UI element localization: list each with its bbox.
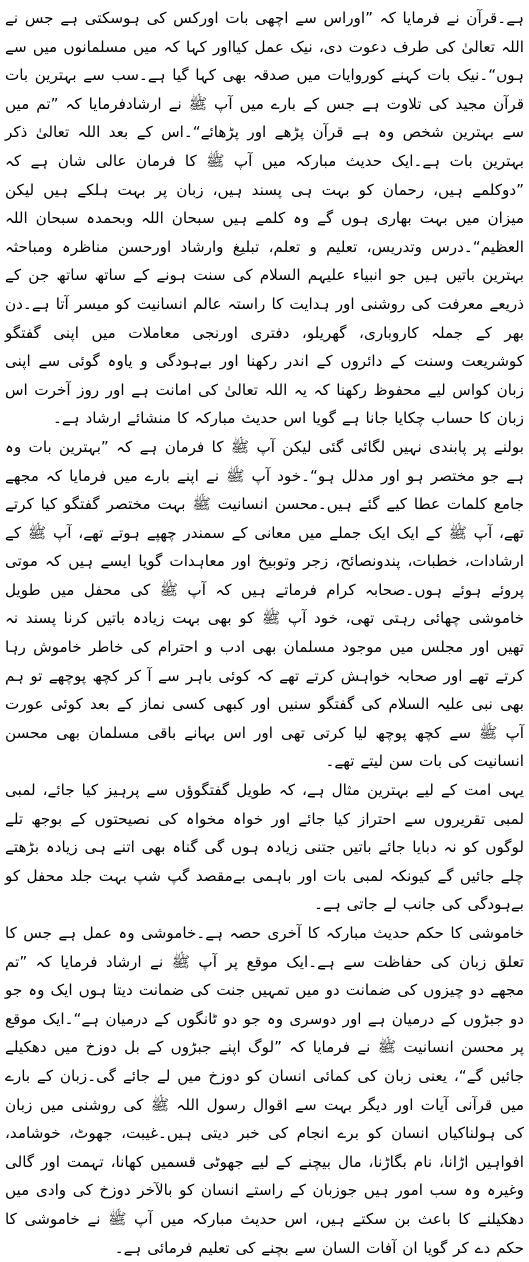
article-paragraph-3: یہی امت کے لیے بہترین مثال ہے، کہ طویل گفتگوؤں سے پرہیز کیا جائے، لمبی لمبی تقریروں سے احتراز کیا جائے اور خواہ مخواہ کی نصیحتوں کے بوجھ تلے لوگوں کو نہ دبایا جائے باتیں جتنی زیادہ ہوں گی گناہ بھی اتنے ہی زیادہ بڑھتے چلے جائیں گے کیونکہ لمبی بات اور باہمی بےمقصد گپ شپ بہت جلد محفل کو بےہودگی کی جانب لے جاتی ہے۔ xyxy=(5,781,524,914)
article-paragraph-2: بولنے پر پابندی نہیں لگائی گئی لیکن آپ ﷺ کا فرمان ہے کہ ”بہترین بات وہ ہے جو مختصر ہو اور مدلل ہو“۔خود آپ ﷺ نے اپنے بارے میں فرمایا کہ مجھے جامع کلمات عطا کیے گئے ہیں۔محسن انسانیت ﷺ بہت مختصر گفتگو کیا کرتے تھے، آپ ﷺ کے ایک ایک جملے میں معانی کے سمندر چھپے ہوتے تھے، آپ ﷺ کے ارشادات، خطبات، پندونصائح، زجر وتوبیخ اور معاہدات گویا ایسے ہیں کہ موتی پروئے ہوئے ہوں۔صحابہ کرام فرماتے ہیں کہ آپ ﷺ کی محفل میں طویل خاموشی چھائی رہتی تھی، خود آپ ﷺ کو بھی بہت زیادہ باتیں کرنا پسند نہ تھیں اور مجلس میں موجود مسلمان بھی ادب و احترام کی خاطر خاموش رہا کرتے تھے اور صحابہ خواہش کرتے تھے کہ کوئی باہر سے آ کر کچھ پوچھے تو ہم بھی نبی علیہ السلام کی گفتگو سنیں اور کبھی کسی نماز کے بعد کوئی عورت آپ ﷺ سے کچھ پوچھ لیا کرتی تھی اور اس بہانے باقی مسلمان بھی محسن انسانیت کی بات سن لیتے تھے۔ xyxy=(5,437,524,771)
article-paragraph-1: ہے۔قرآن نے فرمایا کہ ”اوراس سے اچھی بات اورکس کی ہوسکتی ہے جس نے اللہ تعالیٰ کی طرف دعوت دی، نیک عمل کیااور کہا کہ میں مسلمانوں میں سے ہوں“۔نیک بات کہنے کوروایات میں صدقہ بھی کہا گیا ہے۔سب سے بہترین بات قرآن مجید کی تلاوت ہے جس کے بارے میں آپ ﷺ نے ارشادفرمایا کہ ”تم میں سے بہترین شخص وہ ہے قرآن پڑھے اور پڑھائے“۔اس کے بعد اللہ تعالیٰ ذکر بہترین بات ہے۔ایک حدیث مبارکہ میں آپ ﷺ کا فرمان عالی شان ہے کہ ”دوکلمے ہیں، رحمان کو بہت ہی پسند ہیں، زبان پر بہت ہلکے ہیں لیکن میزان میں بہت بھاری ہوں گے وہ کلمے ہیں سبحان اللہ وبحمدہ سبحان اللہ العظیم“۔درس وتدریس، تعلیم و تعلم، تبلیغ وارشاد اورحسن مناظرہ ومباحثہ بہترین باتیں ہیں جو انبیاء علیہم السلام کی سنت ہونے کے ساتھ ساتھ جن کے ذریعے معرفت کی روشنی اور ہدایت کا راستہ عالم انسانیت کو میسر آتا ہے۔دن بھر کے جملہ کاروباری، گھریلو، دفتری اورنجی معاملات میں اپنی گفتگو کوشریعت وسنت کے دائروں کے اندر رکھنا اور بےہودگی و یاوہ گوئی سے اپنی زبان کواس لیے محفوظ رکھنا کہ یہ اللہ تعالیٰ کی امانت ہے اور روز آخرت اس زبان کا حساب چکایا جانا ہے گویا اس حدیث مبارکہ کا منشائے ارشاد ہے۔ xyxy=(5,9,524,428)
article-paragraph-4: خاموشی کا حکم حدیث مبارکہ کا آخری حصہ ہے۔خاموشی وہ عمل ہے جس کا تعلق زبان کی حفاظت سے ہے۔ایک موقع پر آپ ﷺ نے ارشاد فرمایا کہ ”تم مجھے دو چیزوں کی ضمانت دو میں تمہیں جنت کی ضمانت دیتا ہوں ایک وہ جو دو جبڑوں کے درمیان ہے اور دوسری وہ جو دو ٹانگوں کے درمیان ہے“۔ایک موقع پر محسن انسانیت ﷺ نے فرمایا کہ ”لوگ اپنے جبڑوں کے بل دوزخ میں دھکیلے جائیں گے“، یعنی زبان کی کمائی انسان کو دوزخ میں لے جائے گی۔زبان کے بارے میں قرآنی آیات اور دیگر بہت سے اقوال رسول اللہ ﷺ کی روشنی میں زبان کی ہولناکیاں انسان کو برے انجام کی خبر دیتی ہیں۔غیبت، جھوٹ، خوشامد، افواہیں اڑانا، نام بگاڑنا، مال بیچنے کے لیے جھوٹی قسمیں کھانا، تہمت اور گالی وغیرہ وہ سب امور ہیں جوزبان کے راستے انسان کو بالآخر دوزخ کی وادی میں دھکیلنے کا باعث بن سکتے ہیں، اس حدیث مبارکہ میں آپ ﷺ نے خاموشی کا حکم دے کر گویا ان آفات السان سے بچنے کی تعلیم فرمائی ہے۔ xyxy=(5,924,524,1257)
